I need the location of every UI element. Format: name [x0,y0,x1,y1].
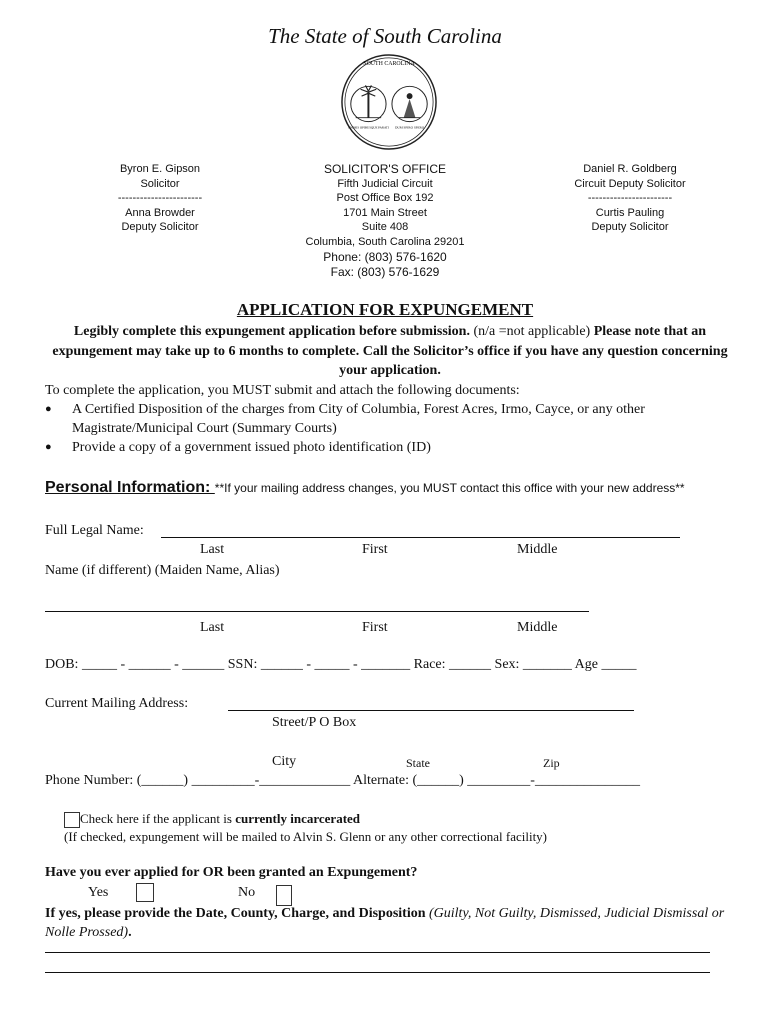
label-middle: Middle [517,542,558,557]
seal-motto-right: DUM SPIRO SPERO [394,125,425,130]
office-block [290,162,480,249]
label-zip: Zip [543,756,560,770]
full-name-label: Full Legal Name: [45,523,144,538]
solicitor-role: Solicitor [140,177,180,190]
if-yes-a: If yes, please provide the Date, County, Charge, and Disposition [45,906,429,921]
label-street: Street/P O Box [272,715,357,730]
deputy-name: Anna Browder [125,206,195,219]
label-first: First [362,542,388,557]
solicitor-block [85,162,235,235]
requirement-item: ● Provide a copy of a government issued photo identification (ID) [45,438,735,457]
dob-ssn-race-sex-age-row[interactable]: DOB: _____ - ______ - ______ SSN: ______ - _____ - _______ Race: ______ Sex: _______ Age _____ [45,657,637,672]
address-label: Current Mailing Address: [45,696,189,711]
seal-motto-left: ANIMIS OPIBUSQUE PARATI [347,125,389,130]
incarcerated-label: Check here if the applicant is [80,811,236,826]
prior-details-line-1[interactable] [45,952,710,953]
separator: ----------------------- [117,192,203,204]
instructions [45,322,735,381]
office-line: Suite 408 [361,221,409,233]
office-line: Fifth Judicial Circuit [337,177,433,190]
incarcerated-row [64,811,360,828]
incarcerated-note: (If checked, expungement will be mailed to Alvin S. Glenn or any other correctional facility) [64,829,548,844]
alias-label: Name (if different) (Maiden Name, Alias) [45,563,280,578]
deputy-role: Deputy Solicitor [591,221,669,233]
deputy-name: Curtis Pauling [595,206,665,219]
yes-label: Yes [88,885,109,900]
no-checkbox[interactable] [276,885,292,906]
document-title: The State of South Carolina [268,24,502,48]
label-city: City [272,754,297,769]
circuit-deputy-name: Daniel R. Goldberg [583,163,677,175]
requirement-item: ● A Certified Disposition of the charges from City of Columbia, Forest Acres, Irmo, Cayce, or any other Magistrate/Municipal Court (Summary Courts) [45,400,735,438]
prior-details-line-2[interactable] [45,972,710,973]
phone-row[interactable]: Phone Number: (______) _________-_____________ Alternate: (______) _________-_______________ [45,773,640,788]
office-line: Post Office Box 192 [336,192,434,204]
office-line: Columbia, South Carolina 29201 [305,235,465,248]
incarcerated-label-bold: currently incarcerated [235,811,361,826]
prior-expungement-question: Have you ever applied for OR been granted an Expungement? [45,865,418,880]
office-name: SOLICITOR'S OFFICE [323,162,447,176]
instructions-a: Legibly complete this expungement application before submission. [73,324,470,339]
deputy-role: Deputy Solicitor [121,221,199,233]
separator: ----------------------- [587,192,673,204]
office-phone: Phone: (803) 576-1620 [323,250,447,264]
incarcerated-checkbox[interactable] [64,812,80,828]
instructions-c: Please note that an expungement may take up to 6 months to complete. Call the Solicitor’s office if you have any question concerning your application. [52,324,728,378]
solicitor-name: Byron E. Gipson [119,163,201,175]
requirements-lead: To complete the application, you MUST submit and attach the following documents: [45,383,520,398]
application-title: APPLICATION FOR EXPUNGEMENT [236,300,534,319]
deputy-solicitor-block [555,162,705,235]
if-yes-dispositions: (Guilty, Not Guilty, Dismissed, Judicial Dismissal or Nolle Prossed) [45,906,725,940]
label-state: State [406,756,430,770]
alias-input[interactable] [45,611,589,612]
label-last: Last [200,542,225,557]
label-first: First [362,620,388,635]
full-name-input[interactable] [161,537,680,538]
label-middle: Middle [517,620,558,635]
personal-heading: Personal Information: [45,479,215,496]
yes-checkbox[interactable] [136,883,154,902]
circuit-deputy-role: Circuit Deputy Solicitor [574,177,686,190]
south-carolina-state-seal-icon [340,53,438,151]
seal-text-top: SOUTH CAROLINA [363,60,415,67]
office-line: 1701 Main Street [343,206,427,219]
requirements [45,381,735,457]
if-yes-c: . [128,925,132,940]
label-last: Last [200,620,225,635]
address-input[interactable] [228,710,634,711]
personal-information-heading [45,479,685,497]
no-label: No [238,885,256,900]
office-fax: Fax: (803) 576-1629 [330,265,440,279]
office-contact [290,250,480,280]
instructions-na: (n/a =not applicable) [469,324,594,339]
if-yes-instructions [45,904,735,942]
personal-note: **If your mailing address changes, you MUST contact this office with your new address** [214,481,685,495]
